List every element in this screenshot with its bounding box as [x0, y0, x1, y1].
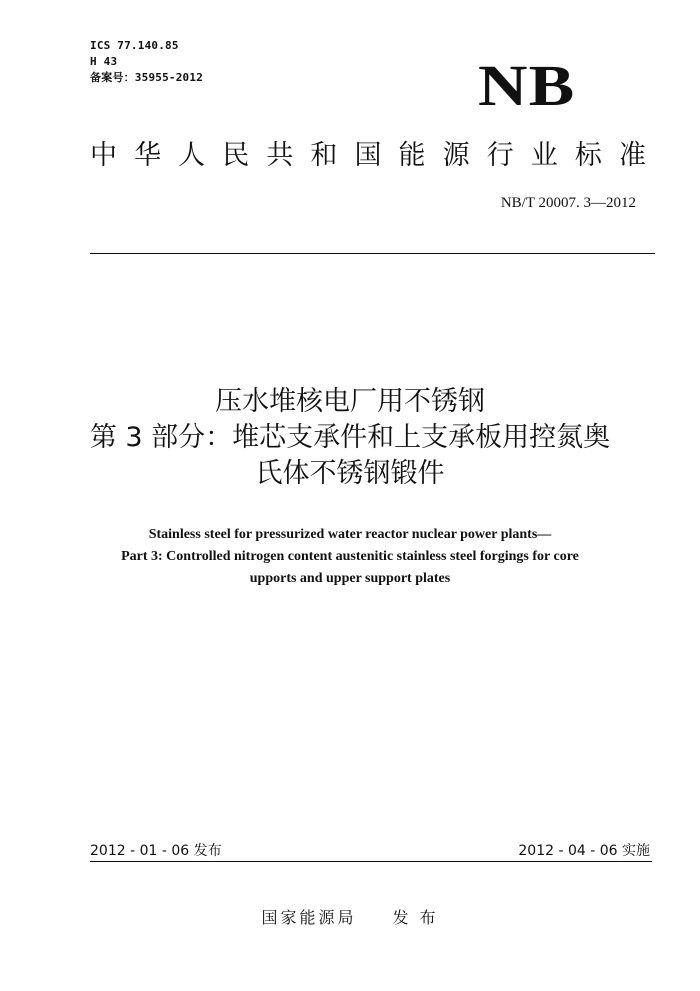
category-char: 源: [442, 140, 470, 171]
classification-block: [90, 38, 203, 86]
category-char: 能: [398, 140, 426, 171]
publisher-action: 发 布: [392, 908, 439, 927]
english-title: [40, 524, 660, 590]
category-char: 民: [222, 140, 250, 171]
category-char: 准: [618, 140, 646, 171]
category-char: 华: [134, 140, 162, 171]
implementation-date: 2012 - 04 - 06 实施: [518, 843, 650, 859]
category-char: 标: [574, 140, 602, 171]
category-char: 中: [90, 140, 117, 171]
publisher-line: [0, 905, 700, 928]
ics-code: ICS 77.140.85: [90, 39, 179, 52]
category-char: 共: [266, 140, 294, 171]
footer-divider: [90, 861, 652, 862]
publisher-name: 国家能源局: [261, 908, 357, 927]
nb-logo: NB: [478, 53, 576, 118]
record-number: 备案号：35955-2012: [90, 71, 204, 84]
chinese-title: [40, 384, 660, 492]
category-char: 行: [486, 140, 514, 171]
standard-category: [90, 138, 646, 174]
english-title-line: Part 3: Controlled nitrogen content austenitic stainless steel forgings for core: [121, 549, 579, 564]
header-divider: [90, 253, 655, 254]
category-char: 和: [310, 140, 338, 171]
category-char: 国: [354, 140, 382, 171]
category-char: 人: [178, 140, 206, 171]
classification-code: H 43: [90, 55, 118, 68]
english-title-line: Stainless steel for pressurized water reactor nuclear power plants—: [148, 527, 552, 542]
english-title-line: upports and upper support plates: [249, 571, 451, 586]
standard-number: NB/T 20007. 3—2012: [500, 195, 636, 211]
issue-date: 2012 - 01 - 06 发布: [90, 843, 222, 859]
chinese-title-line: 氏体不锈钢锻件: [255, 458, 445, 489]
chinese-title-line: 压水堆核电厂用不锈钢: [215, 386, 485, 417]
category-char: 业: [530, 140, 558, 171]
chinese-title-line: 第 3 部分：堆芯支承件和上支承板用控氮奥: [89, 422, 611, 453]
